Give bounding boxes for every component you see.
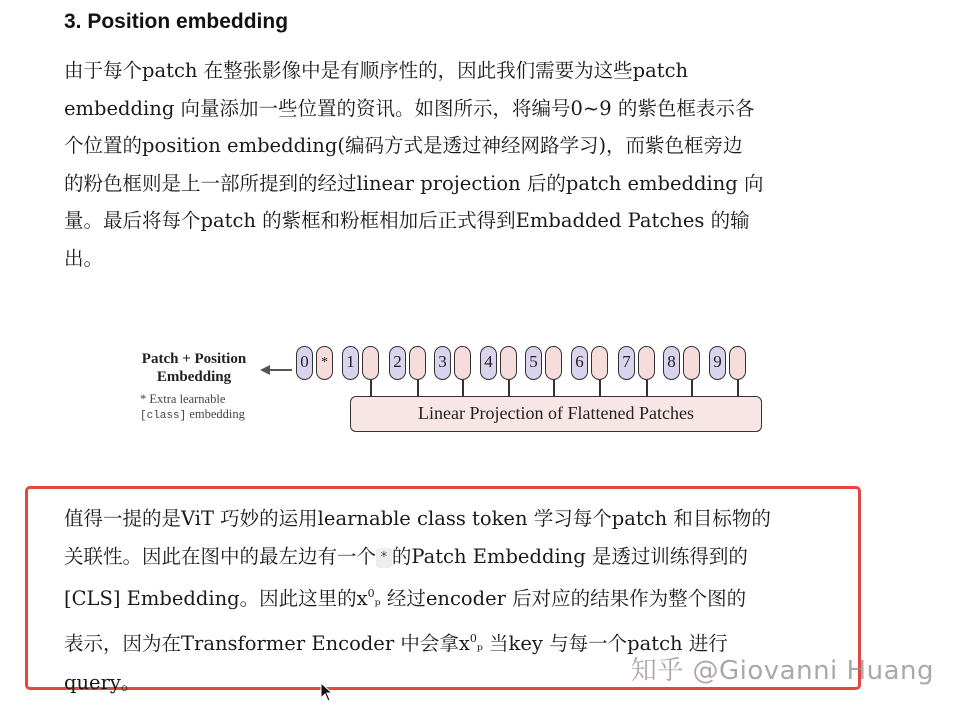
figure-label-line: Embedding [156,369,232,385]
paragraph-line: 量。最后将每个patch 的紫框和粉框相加后正式得到Embadded Patches 的输 [64,209,750,232]
position-token: 3 [434,346,451,380]
text-segment: 经过encoder 后对应的结果作为整个图的 [380,587,747,610]
subscript: ₚ [476,635,483,654]
subscript: ₚ [374,591,381,609]
paragraph-line: query。 [64,671,141,694]
figure-note: * Extra learnable [140,392,226,406]
superscript: 0 [367,587,375,600]
position-token: 2 [389,346,406,380]
paragraph-line [64,575,864,620]
paragraph-line: 的粉色框则是上一部所提到的经过linear projection 后的patch embedding 向 [64,171,764,195]
watermark: 知乎 @Giovanni Huang [630,656,934,686]
position-token: 5 [525,346,542,380]
paragraph-line: 个位置的position embedding(编码方式是透过神经网路学习)，而紫色框旁边 [64,134,743,157]
cls-token: * [316,346,333,380]
paragraph-line [64,538,864,576]
paragraph-line: 出。 [64,246,104,270]
patch-token [638,346,655,380]
patch-token [545,346,562,380]
position-token: 9 [709,346,726,380]
text-segment: 当key 与每一个patch 进行 [482,631,728,655]
vit-embedding-figure [120,328,800,448]
text-segment: 的Patch Embedding 是透过训练得到的 [391,544,748,568]
linear-projection-box: Linear Projection of Flattened Patches [350,396,762,432]
mouse-pointer-icon [320,682,334,702]
patch-token [591,346,608,380]
position-token: 8 [663,346,680,380]
section-heading: 3. Position embedding [64,10,289,33]
text-segment: [CLS] Embedding。因此这里的x [64,587,368,610]
text-segment: 表示，因为在Transformer Encoder 中会拿x [64,631,470,655]
superscript: 0 [469,631,477,645]
patch-token [500,346,517,380]
patch-token [362,346,379,380]
paragraph-line: embedding 向量添加一些位置的资讯。如图所示，将编号0~9 的紫色框表示各 [64,96,755,120]
text-segment: 关联性。因此在图中的最左边有一个 [64,544,377,568]
patch-token [683,346,700,380]
class-code: [class] [140,410,187,422]
intro-paragraph [64,52,864,277]
position-token: 6 [571,346,588,380]
position-token: 7 [618,346,635,380]
position-token: 1 [342,346,359,380]
paragraph-line: 由于每个patch 在整张影像中是有顺序性的，因此我们需要为这些patch [64,59,689,82]
patch-token [729,346,746,380]
figure-note-class [140,407,245,422]
patch-token [409,346,426,380]
position-token: 0 [296,346,313,380]
figure-label-line: Patch + Position [141,351,247,367]
position-token: 4 [480,346,497,380]
patch-token [454,346,471,380]
inline-code-star: * [376,548,392,568]
figure-note-rest: embedding [186,407,245,421]
paragraph-line: 值得一提的是ViT 巧妙的运用learnable class token 学习每个patch 和目标物的 [64,507,771,530]
figure-label [128,350,260,386]
arrow-left-icon [260,364,294,376]
